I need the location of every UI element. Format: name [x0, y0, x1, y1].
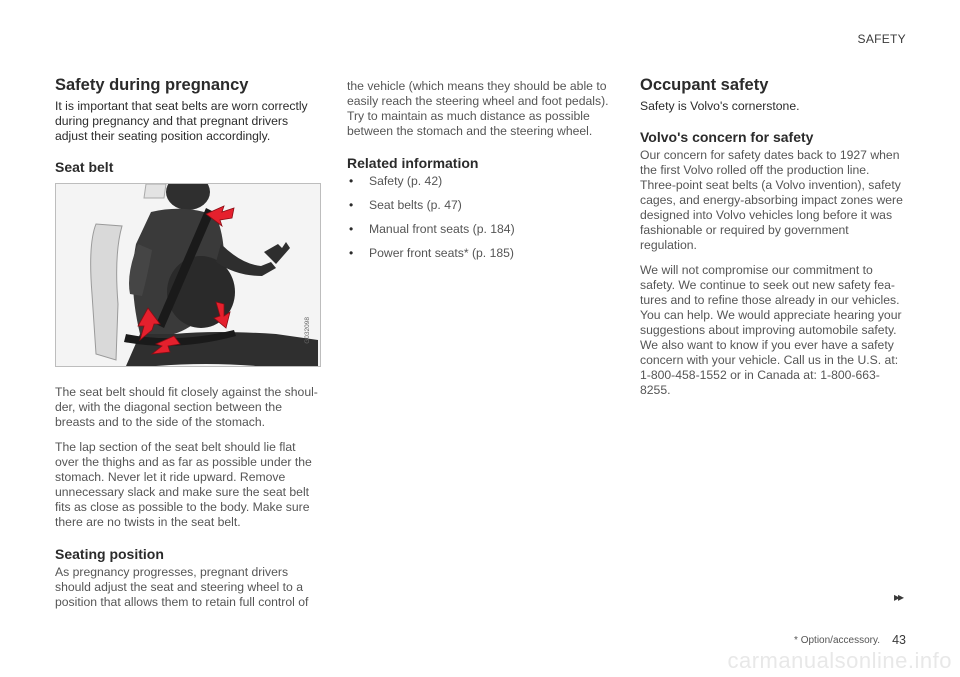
head-shape — [166, 184, 210, 210]
pregnancy-seatbelt-illustration — [55, 183, 321, 367]
related-link-label: Power front seats* (p. 185) — [369, 246, 514, 260]
seating-heading: Seating position — [55, 546, 164, 562]
column-right — [640, 76, 908, 398]
watermark: carmanualsonline.info — [727, 648, 952, 673]
bullet-icon: • — [349, 222, 354, 236]
column-left — [55, 76, 321, 610]
pregnant-occupant-drawing — [56, 184, 320, 366]
bullet-icon: • — [349, 246, 354, 260]
pregnancy-title: Safety during pregnancy — [55, 76, 249, 94]
related-link-safety[interactable] — [347, 174, 613, 189]
bullet-icon: • — [349, 198, 354, 212]
related-link-label: Safety (p. 42) — [369, 174, 443, 188]
related-link-seat-belts[interactable] — [347, 198, 613, 213]
seatbelt-para-1: The seat belt should fit closely against the shoul-der, with the diagonal section between the breasts and to the side of the stomach. — [55, 385, 318, 429]
option-footnote: * Option/accessory. — [794, 635, 880, 646]
pregnancy-intro: It is important that seat belts are worn correctly during pregnancy and that pregnant drivers adjust their seating position accordingly. — [55, 99, 308, 143]
seat-back-shape — [91, 224, 122, 360]
hand-shape — [264, 242, 290, 264]
seatbelt-heading: Seat belt — [55, 159, 114, 175]
figure-code: G032098 — [304, 317, 311, 344]
bullet-icon: • — [349, 174, 354, 188]
column-middle — [347, 79, 613, 270]
headrest-shape — [144, 184, 166, 198]
related-list — [347, 174, 613, 261]
related-link-manual-seats[interactable] — [347, 222, 613, 237]
related-link-label: Manual front seats (p. 184) — [369, 222, 515, 236]
continue-arrow-icon: ▸▸ — [893, 590, 902, 604]
concern-para-1: Our concern for safety dates back to 1927 when the first Volvo rolled off the production line. Three-point seat belts (a Volvo invention), safety cages, and energy-absorbing impact zones were designed into Volvo vehicles long before it was fashionable or required by government regulation. — [640, 148, 903, 252]
seatbelt-para-2: The lap section of the seat belt should lie flat over the thighs and as far as possible under the stomach. Never let it ride upward. Remove unnecessary slack and make sure the seat belt fits as close as possible to the body. Make sure there are no twists in the seat belt. — [55, 440, 312, 529]
seating-para: As pregnancy progresses, pregnant drivers should adjust the seat and steering wheel to a position that allows them to retain full control of — [55, 565, 309, 609]
related-heading: Related information — [347, 155, 479, 171]
seating-para-continued: the vehicle (which means they should be able to easily reach the steering wheel and foot pedals). Try to maintain as much distance as possible between the stomach and the steering wheel. — [347, 79, 609, 138]
related-link-power-seats[interactable] — [347, 246, 613, 261]
concern-para-2: We will not compromise our commitment to safety. We continue to seek out new safety fea-tures and to refine those already in our vehicles. You can help. We would appreciate hearing your suggestions about improving automobile safety. We also want to know if you ever have a safety concern with your vehicle. Call us in the U.S. at: 1-800-458-1552 or in Canada at: 1-800-663-8255. — [640, 263, 902, 397]
page-number: 43 — [892, 633, 906, 647]
section-header: SAFETY — [857, 32, 906, 46]
related-link-label: Seat belts (p. 47) — [369, 198, 462, 212]
occupant-safety-intro: Safety is Volvo's cornerstone. — [640, 99, 800, 113]
occupant-safety-title: Occupant safety — [640, 76, 769, 94]
concern-heading: Volvo's concern for safety — [640, 129, 814, 145]
